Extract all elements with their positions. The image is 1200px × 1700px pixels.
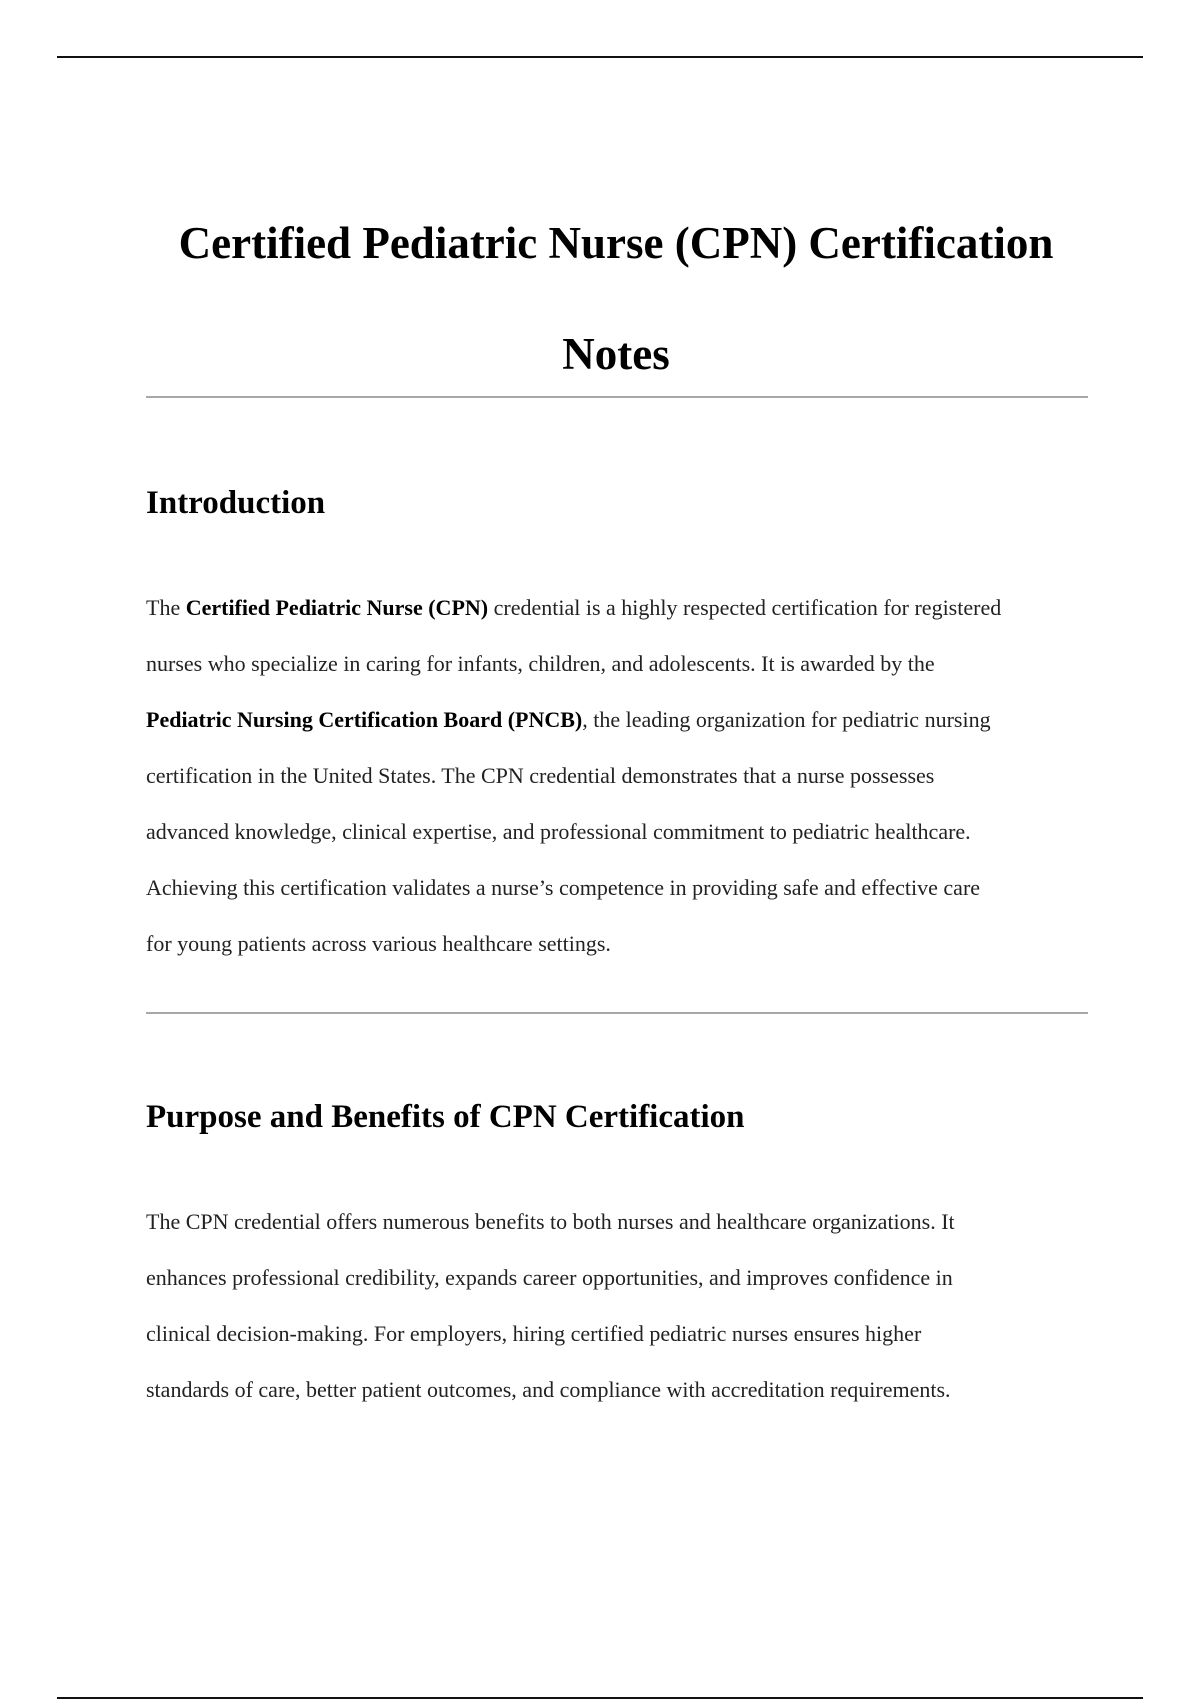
paragraph-line: standards of care, better patient outcomes, and compliance with accreditation requirements.: [146, 1377, 951, 1402]
document-title-line-2: Notes: [562, 329, 670, 379]
document-title-line-1: Certified Pediatric Nurse (CPN) Certification: [178, 218, 1054, 268]
paragraph-line: nurses who specialize in caring for infants, children, and adolescents. It is awarded by the: [146, 651, 935, 676]
paragraph-line: The Certified Pediatric Nurse (CPN) credential is a highly respected certification for registered: [146, 595, 1002, 620]
paragraph-line: advanced knowledge, clinical expertise, and professional commitment to pediatric healthcare.: [146, 819, 971, 844]
section-divider: [146, 1012, 1088, 1014]
document-title: [146, 188, 1086, 410]
paragraph-line: certification in the United States. The CPN credential demonstrates that a nurse possesses: [146, 763, 935, 788]
paragraph-line: enhances professional credibility, expands career opportunities, and improves confidence in: [146, 1265, 953, 1290]
purpose-paragraph: [146, 1194, 1086, 1418]
paragraph-line: clinical decision-making. For employers, hiring certified pediatric nurses ensures higher: [146, 1321, 922, 1346]
page-bottom-rule: [57, 1697, 1143, 1699]
paragraph-line: Achieving this certification validates a nurse’s competence in providing safe and effective care: [146, 875, 981, 900]
section-heading-introduction: Introduction: [146, 485, 326, 521]
paragraph-line: Pediatric Nursing Certification Board (PNCB), the leading organization for pediatric nursing: [146, 707, 991, 732]
title-divider: [146, 396, 1088, 398]
introduction-paragraph: [146, 580, 1086, 972]
page-top-rule: [57, 56, 1143, 58]
paragraph-line: The CPN credential offers numerous benefits to both nurses and healthcare organizations. It: [146, 1209, 955, 1234]
section-heading-purpose-benefits: Purpose and Benefits of CPN Certification: [146, 1099, 745, 1135]
paragraph-line: for young patients across various healthcare settings.: [146, 931, 611, 956]
